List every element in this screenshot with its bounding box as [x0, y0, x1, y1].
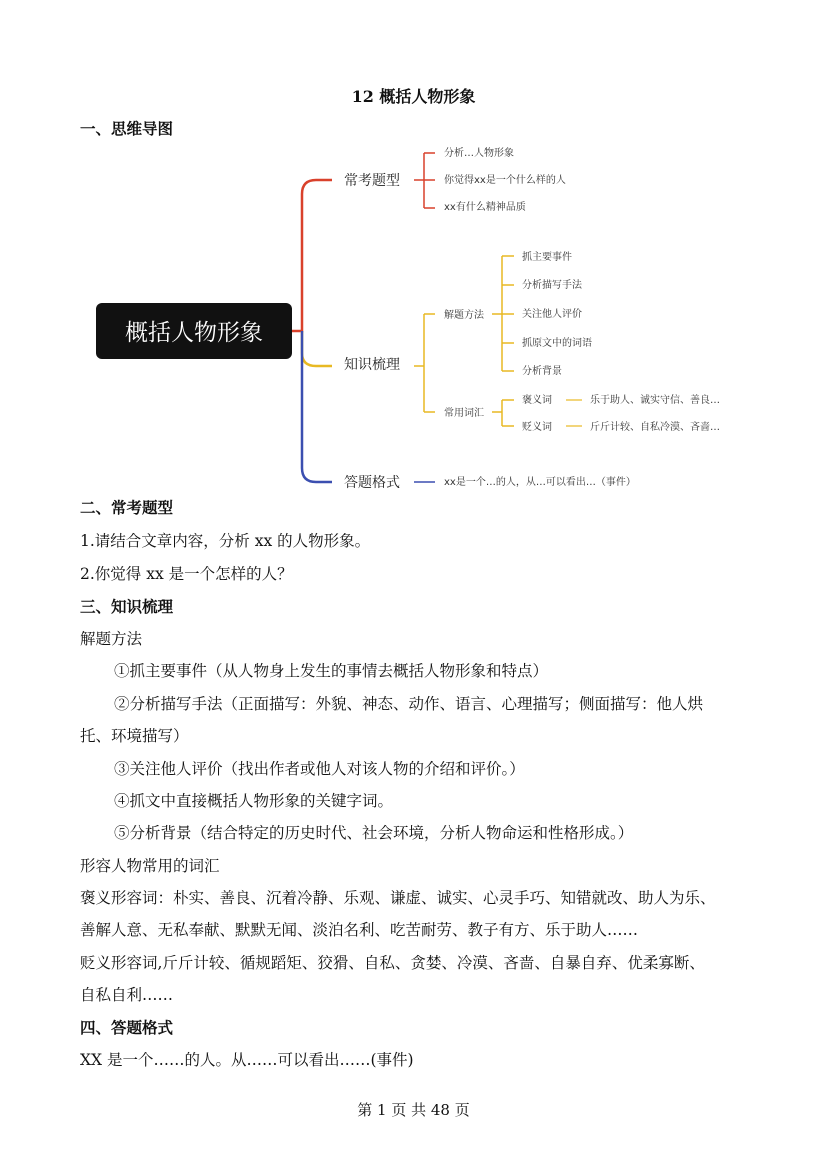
- method-5: ⑤分析背景（结合特定的历史时代、社会环境，分析人物命运和性格形成。）: [114, 824, 634, 842]
- mindmap-vocab-positive-text: 乐于助人、诚实守信、善良…: [590, 395, 720, 406]
- mindmap-branch-exam-types: 常考题型: [344, 173, 400, 189]
- mindmap-connector-vocab: [492, 400, 514, 426]
- mindmap-method-5: 分析背景: [522, 366, 562, 377]
- exam-question-1: 1.请结合文章内容，分析 xx 的人物形象。: [80, 532, 371, 550]
- method-3: ③关注他人评价（找出作者或他人对该人物的介绍和评价。）: [114, 760, 525, 778]
- method-4: ④抓文中直接概括人物形象的关键字词。: [114, 792, 394, 810]
- mindmap-connector-yellow: [302, 331, 332, 366]
- page-footer: 第 1 页 共 48 页: [357, 1101, 470, 1119]
- method-2-line-2: 托、环境描写）: [80, 727, 189, 745]
- mindmap-vocab-negative-text: 斤斤计较、自私冷漠、吝啬…: [590, 422, 720, 433]
- mindmap-exam-item-2: 你觉得xx是一个什么样的人: [444, 175, 566, 186]
- section-heading-exam-types: 二、常考题型: [80, 498, 174, 517]
- mind-map: [80, 138, 760, 498]
- page-title: 12 概括人物形象: [351, 87, 476, 106]
- mindmap-method-4: 抓原文中的词语: [522, 338, 592, 349]
- section-heading-knowledge: 三、知识梳理: [80, 597, 174, 616]
- mindmap-connector-methods: [492, 256, 514, 371]
- mindmap-method-1: 抓主要事件: [522, 252, 572, 263]
- method-2-line-1: ②分析描写手法（正面描写：外貌、神态、动作、语言、心理描写；侧面描写：他人烘: [114, 695, 704, 713]
- mindmap-branch-knowledge: 知识梳理: [344, 357, 400, 373]
- method-1: ①抓主要事件（从人物身上发生的事情去概括人物形象和特点）: [114, 662, 549, 680]
- negative-adjectives-line-1: 贬义形容词,斤斤计较、循规蹈矩、狡猾、自私、贪婪、冷漠、吝啬、自暴自弃、优柔寡断、: [80, 954, 705, 972]
- mindmap-answer-format-item: xx是一个…的人，从…可以看出…（事件）: [444, 477, 636, 488]
- section-heading-mindmap: 一、思维导图: [80, 119, 174, 138]
- mindmap-method-3: 关注他人评价: [522, 309, 582, 320]
- negative-adjectives-line-2: 自私自利……: [80, 986, 174, 1004]
- section-heading-answer-format: 四、答题格式: [80, 1018, 174, 1037]
- mindmap-connector-red: [292, 180, 332, 331]
- exam-question-2: 2.你觉得 xx 是一个怎样的人？: [80, 565, 293, 583]
- mindmap-vocab-positive-label: 褒义词: [522, 395, 552, 406]
- mindmap-connector-red-sub: [414, 153, 435, 208]
- positive-adjectives-line-2: 善解人意、无私奉献、默默无闻、淡泊名利、吃苦耐劳、教子有方、乐于助人……: [80, 921, 639, 939]
- mindmap-branch-answer-format: 答题格式: [344, 475, 400, 491]
- mindmap-vocab-label: 常用词汇: [444, 408, 484, 419]
- answer-format-text: XX 是一个……的人。从……可以看出……(事件): [80, 1051, 414, 1069]
- mindmap-connector-blue: [302, 331, 332, 482]
- mindmap-methods-label: 解题方法: [444, 310, 484, 321]
- mindmap-root: 概括人物形象: [125, 320, 263, 346]
- vocab-title: 形容人物常用的词汇: [80, 857, 220, 875]
- mindmap-method-2: 分析描写手法: [522, 280, 582, 291]
- mindmap-exam-item-3: xx有什么精神品质: [444, 202, 526, 213]
- positive-adjectives-line-1: 褒义形容词：朴实、善良、沉着冷静、乐观、谦虚、诚实、心灵手巧、知错就改、助人为乐、: [80, 889, 716, 907]
- mindmap-connector-yellow-sub: [414, 314, 435, 412]
- mindmap-exam-item-1: 分析…人物形象: [444, 148, 514, 159]
- methods-title: 解题方法: [80, 630, 143, 648]
- mindmap-vocab-negative-label: 贬义词: [522, 422, 552, 433]
